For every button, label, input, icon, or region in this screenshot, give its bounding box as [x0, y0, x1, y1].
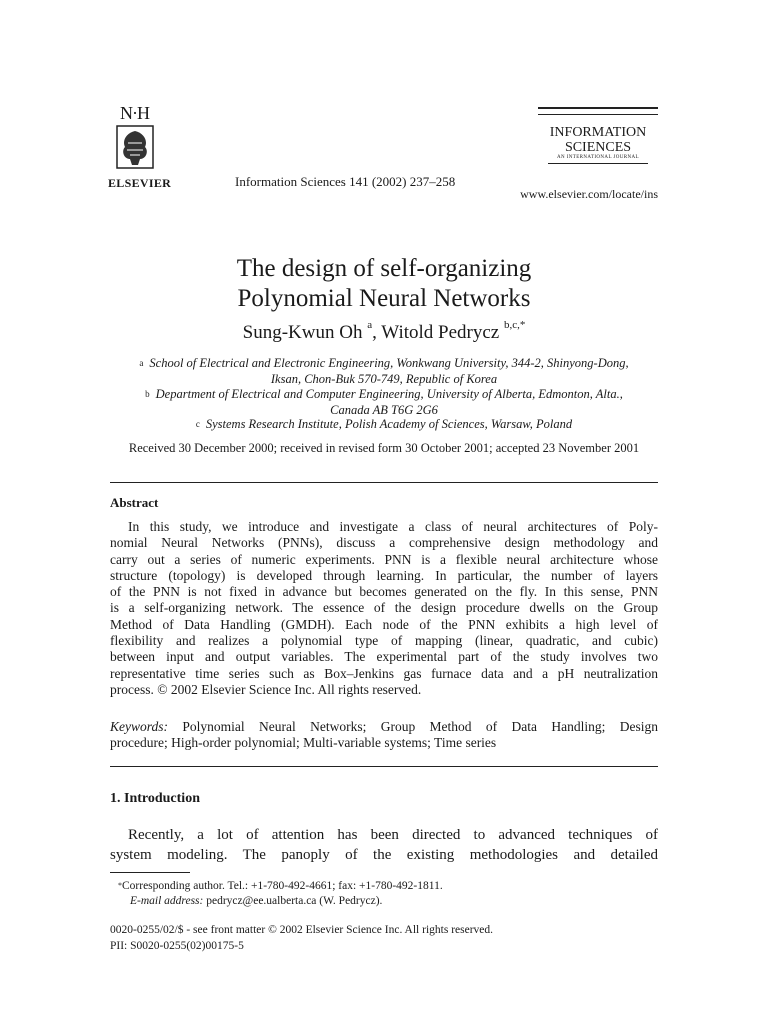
abstract-line: of the PNN is not fixed in advance but becomes generated on the fly. In this sense, PNN — [110, 584, 658, 600]
affiliation-mark: b — [145, 389, 150, 399]
email-link[interactable]: pedrycz@ee.ualberta.ca (W. Pedrycz). — [203, 895, 383, 907]
abstract-line: In this study, we introduce and investigate a class of neural architectures of Poly- — [128, 519, 658, 534]
journal-url-link[interactable]: www.elsevier.com/locate/ins — [520, 187, 658, 201]
publisher-name: ELSEVIER — [108, 176, 172, 190]
journal-logo-rule — [538, 114, 658, 115]
elsevier-tree-logo-icon — [116, 125, 154, 169]
keywords-line — [110, 719, 658, 735]
footnote-corresponding — [118, 879, 443, 893]
journal-logo-rule — [548, 163, 648, 164]
issn-line: 0020-0255/02/$ - see front matter © 2002 Elsevier Science Inc. All rights reserved. — [110, 924, 494, 936]
keywords-text: Polynomial Neural Networks; Group Method of Data Handling; Design — [168, 719, 658, 734]
publisher-mark: N·H — [120, 103, 149, 123]
abstract-body — [110, 519, 658, 698]
abstract-line: is a self-organizing network. The essence of the design procedure dwells on the Group — [110, 600, 658, 616]
affiliation-text: Canada AB T6G 2G6 — [330, 403, 438, 417]
intro-line: system modeling. The panoply of the existing methodologies and detailed — [110, 847, 658, 863]
section-divider — [110, 482, 658, 483]
paper-title-line1: The design of self-organizing — [236, 255, 532, 282]
affiliation-mark: a — [367, 319, 373, 331]
affiliation-a — [110, 355, 658, 387]
affiliation-text: Systems Research Institute, Polish Academy of Sciences, Warsaw, Poland — [205, 417, 573, 431]
affiliation-b — [110, 386, 658, 418]
affiliation-text: Department of Electrical and Computer Engineering, University of Alberta, Edmonton, Alta., — [155, 387, 623, 401]
affiliation-mark: a — [139, 358, 144, 368]
author-name: Witold Pedrycz — [381, 322, 500, 343]
abstract-line: structure (topology) is developed through learning. In particular, the number of layers — [110, 567, 658, 583]
author-name: Sung-Kwun Oh — [242, 322, 363, 343]
journal-title-line1: INFORMATION — [549, 125, 647, 140]
email-label: E-mail address: — [130, 895, 204, 907]
affiliation-text: School of Electrical and Electronic Engineering, Wonkwang University, 344-2, Shinyong-Dong, — [149, 356, 629, 370]
journal-reference: Information Sciences 141 (2002) 237–258 — [235, 174, 456, 189]
affiliation-mark: c — [195, 419, 200, 429]
pii-line: PII: S0020-0255(02)00175-5 — [110, 940, 244, 952]
journal-logo-rule — [538, 107, 658, 109]
section-divider — [110, 766, 658, 767]
keywords-line: procedure; High-order polynomial; Multi-variable systems; Time series — [110, 735, 497, 751]
section-heading: 1. Introduction — [110, 791, 200, 806]
footnote-mark: * — [118, 881, 122, 890]
paper-title-line2: Polynomial Neural Networks — [237, 285, 531, 312]
footnote-text: Corresponding author. Tel.: +1-780-492-4661; fax: +1-780-492-1811. — [122, 880, 443, 892]
author-list — [0, 319, 768, 344]
abstract-line: Method of Data Handling (GMDH). Each node of the PNN exhibits a high level of — [110, 616, 658, 632]
abstract-line: nomial Neural Networks (PNNs), discuss a comprehensive design methodology and — [110, 535, 658, 551]
abstract-line: carry out a series of numeric experiments. PNN is a flexible neural architecture whose — [110, 551, 658, 567]
author-separator: , — [372, 322, 382, 343]
abstract-heading: Abstract — [110, 495, 159, 510]
journal-title-line2: SCIENCES — [564, 140, 632, 155]
abstract-line: between input and output variables. The experimental part of the study involves two — [110, 649, 658, 665]
introduction-body — [110, 825, 658, 865]
affiliation-c — [110, 416, 658, 432]
footnote-email — [130, 894, 382, 908]
footnote-rule — [110, 872, 190, 873]
abstract-line: flexibility and realizes a polynomial type of mapping (linear, quadratic, and cubic) — [110, 633, 658, 649]
keywords-label: Keywords: — [110, 719, 168, 734]
received-dates: Received 30 December 2000; received in revised form 30 October 2001; accepted 23 November 2001 — [128, 441, 640, 455]
abstract-line: representative time series such as Box–Jenkins gas furnace data and a pH neutralization — [110, 665, 658, 681]
keywords — [110, 719, 658, 752]
journal-subtitle: AN INTERNATIONAL JOURNAL — [557, 155, 639, 160]
intro-line: Recently, a lot of attention has been directed to advanced techniques of — [128, 827, 658, 843]
abstract-line: process. © 2002 Elsevier Science Inc. All rights reserved. — [110, 681, 422, 697]
affiliation-text: Iksan, Chon-Buk 570-749, Republic of Korea — [270, 372, 498, 386]
affiliation-mark: b,c,* — [503, 319, 526, 331]
